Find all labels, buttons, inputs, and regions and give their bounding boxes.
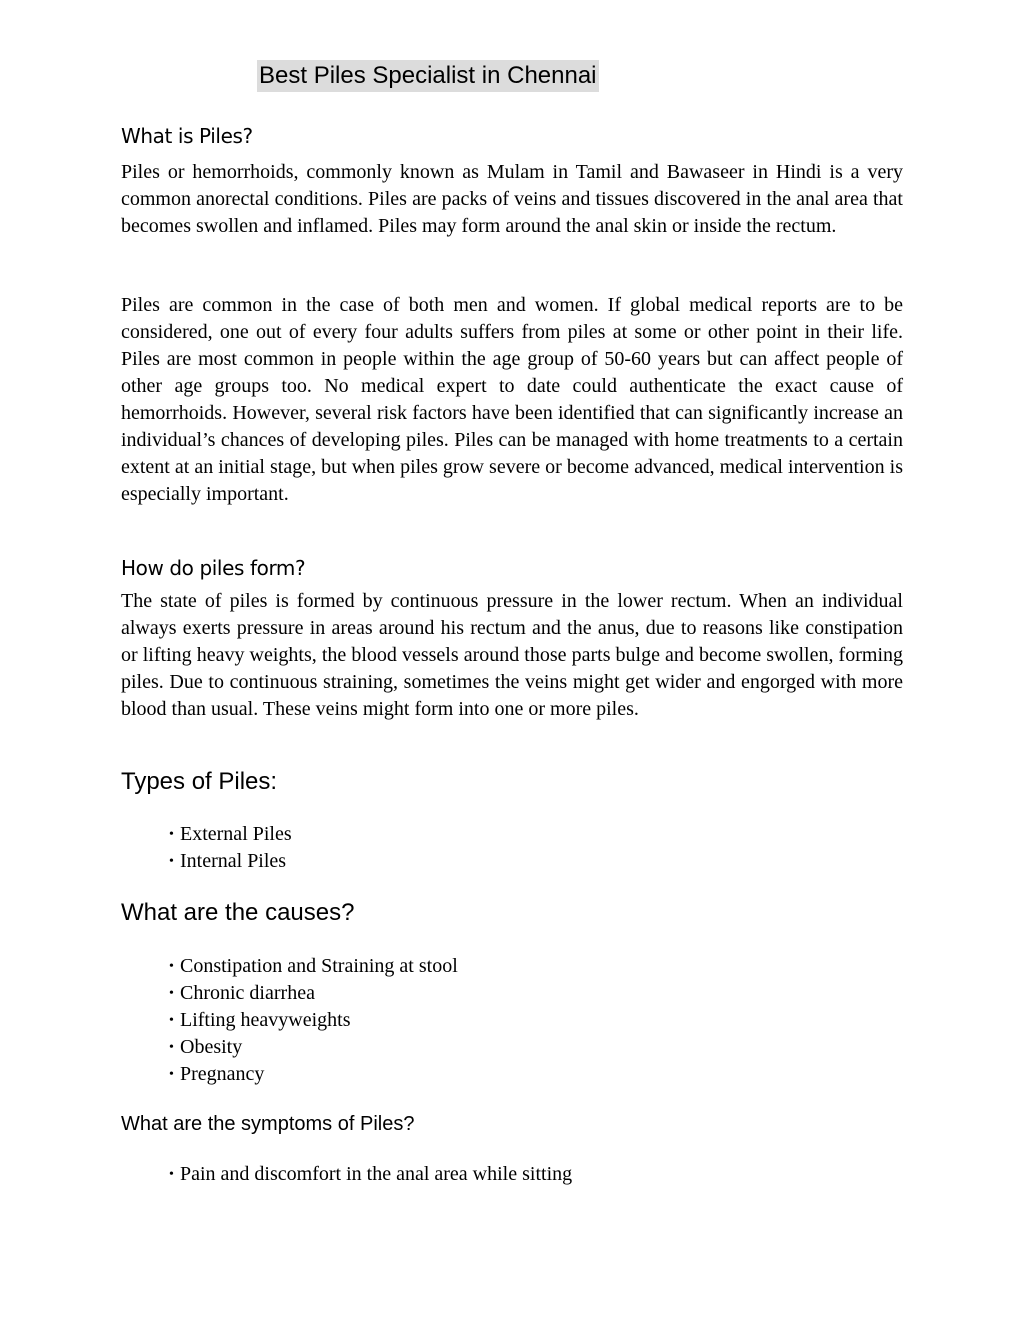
heading-how-do-piles-form: How do piles form? — [121, 556, 306, 580]
bullet-icon: • — [169, 827, 174, 842]
list-item-text: Chronic diarrhea — [180, 982, 315, 1004]
bullet-icon: • — [169, 1067, 174, 1082]
bullet-icon: • — [169, 854, 174, 869]
list-item-text: External Piles — [180, 823, 292, 845]
list-item — [169, 1007, 458, 1034]
paragraph-prevalence: Piles are common in the case of both men and women. If global medical reports are to be considered, one out of every four adults suffers from piles at some or other point in their life. Piles are most common in people within the age group of 50-60 years but can affect people of other age groups too. No medical expert to date could authenticate the exact cause of hemorrhoids. However, several risk factors have been identified that can significantly increase an individual’s chances of developing piles. Piles can be managed with home treatments to a certain extent at an initial stage, but when piles grow severe or become advanced, medical intervention is especially important. — [121, 294, 903, 505]
bullet-icon: • — [169, 1013, 174, 1028]
causes-list — [169, 953, 458, 1088]
list-item — [169, 1061, 458, 1088]
bullet-icon: • — [169, 1040, 174, 1055]
types-list — [169, 821, 292, 875]
heading-causes: What are the causes? — [121, 899, 355, 926]
list-item-text: Lifting heavyweights — [180, 1009, 351, 1031]
list-item-text: Internal Piles — [180, 850, 287, 872]
list-item — [169, 980, 458, 1007]
list-item — [169, 821, 292, 848]
list-item-text: Constipation and Straining at stool — [180, 955, 458, 977]
document-title: Best Piles Specialist in Chennai — [257, 60, 599, 92]
bullet-icon: • — [169, 1167, 174, 1182]
list-item — [169, 1034, 458, 1061]
heading-types-of-piles: Types of Piles: — [121, 768, 278, 795]
bullet-icon: • — [169, 986, 174, 1001]
list-item — [169, 953, 458, 980]
list-item — [169, 848, 292, 875]
paragraph-formation: The state of piles is formed by continuous pressure in the lower rectum. When an individual always exerts pressure in areas around his rectum and the anus, due to reasons like constipation or lifting heavy weights, the blood vessels around those parts bulge and become swollen, forming piles. Due to continuous straining, sometimes the veins might get wider and engorged with more blood than usual. These veins might form into one or more piles. — [121, 590, 903, 720]
list-item-text: Pregnancy — [180, 1063, 265, 1085]
heading-symptoms: What are the symptoms of Piles? — [121, 1113, 415, 1135]
list-item-text: Pain and discomfort in the anal area while sitting — [180, 1163, 573, 1185]
list-item-text: Obesity — [180, 1036, 243, 1058]
list-item — [169, 1161, 572, 1188]
paragraph-definition: Piles or hemorrhoids, commonly known as Mulam in Tamil and Bawaseer in Hindi is a very common anorectal conditions. Piles are packs of veins and tissues discovered in the anal area that becomes swollen and inflamed. Piles may form around the anal skin or inside the rectum. — [121, 161, 903, 237]
symptoms-list — [169, 1161, 572, 1188]
bullet-icon: • — [169, 959, 174, 974]
heading-what-is-piles: What is Piles? — [121, 124, 253, 148]
